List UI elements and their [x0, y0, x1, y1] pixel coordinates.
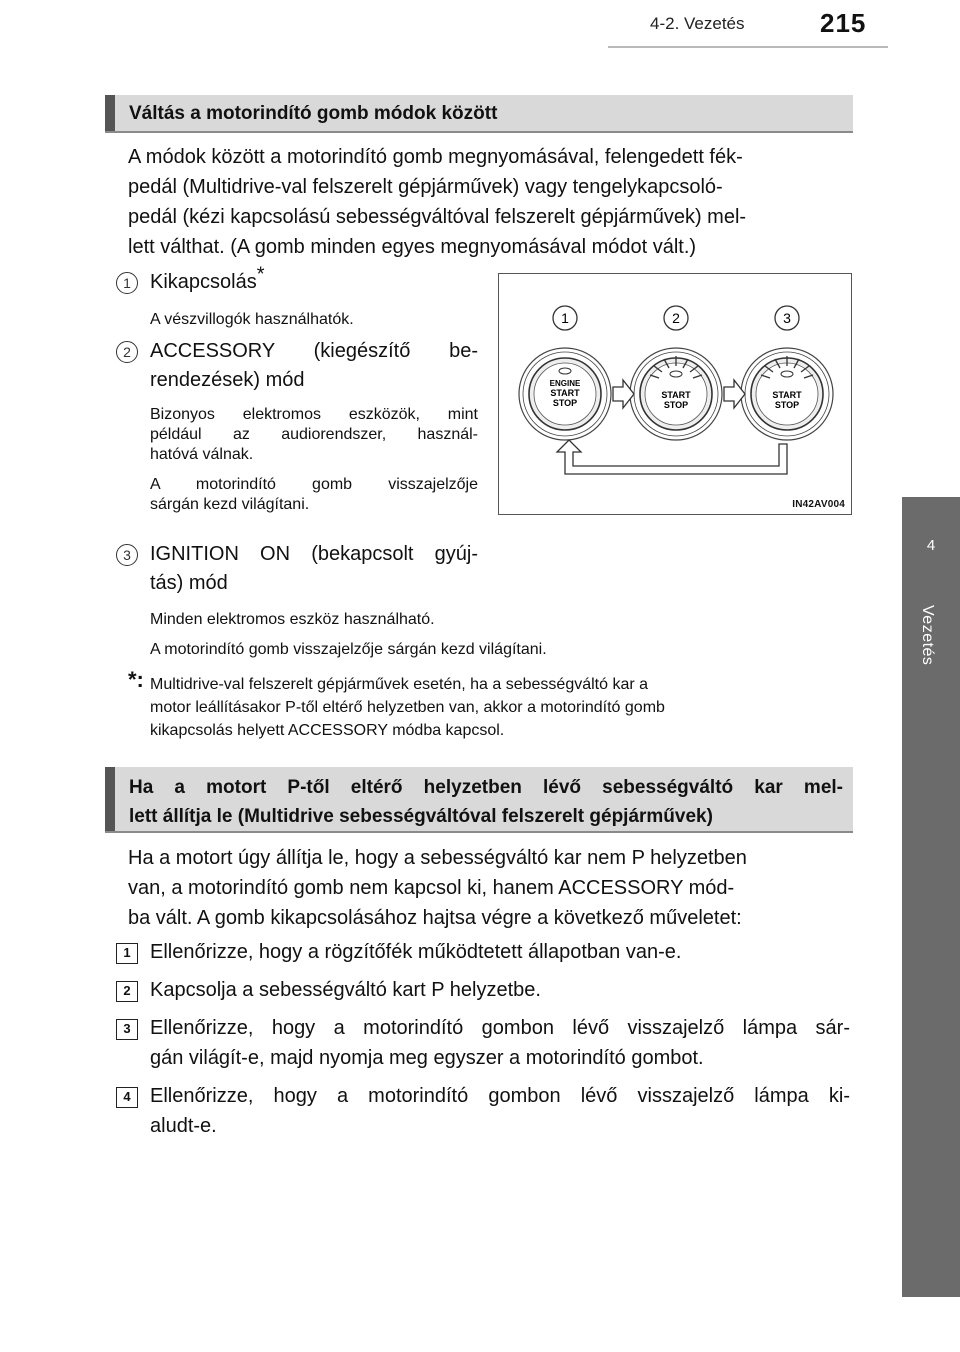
section-heading-non-p-shutdown	[105, 767, 853, 831]
intro-line: van, a motorindító gomb nem kapcsol ki, hanem ACCESSORY mód-	[128, 877, 735, 899]
header-divider	[608, 46, 888, 48]
desc-line: A motorindító gomb visszajelzője	[150, 476, 478, 493]
step-line: gán világít-e, majd nyomja meg egyszer a motorindító gombot.	[150, 1047, 704, 1069]
section-heading-line: lett állítja le (Multidrive sebességváltóval felszerelt gépjárművek)	[129, 806, 713, 827]
chapter-tab-label: Vezetés	[919, 605, 936, 666]
svg-text:START: START	[550, 388, 580, 398]
section-heading-text: Váltás a motorindító gomb módok között	[129, 103, 498, 124]
item-title-off	[150, 263, 265, 297]
step-2-text: Kapcsolja a sebességváltó kart P helyzetbe.	[150, 979, 541, 1001]
svg-text:ENGINE: ENGINE	[549, 379, 581, 388]
item-title-line: ACCESSORY (kiegészítő be-	[150, 340, 478, 362]
chapter-tab	[902, 497, 960, 1297]
section-heading-mode-switching	[105, 95, 853, 131]
diagram-label-2	[664, 306, 688, 330]
footnote-line: Multidrive-val felszerelt gépjárművek esetén, ha a sebességváltó kar a	[150, 676, 649, 693]
desc-line: például az audiorendszer, használ-	[150, 426, 478, 443]
item-title-line: rendezések) mód	[150, 369, 305, 391]
item-title-line: IGNITION ON (bekapcsolt gyúj-	[150, 543, 478, 565]
intro-line: pedál (Multidrive-val felszerelt gépjárművek) vagy tengelykapcsoló-	[128, 176, 723, 198]
step-number-2: 2	[116, 981, 138, 1002]
page-number: 215	[820, 8, 867, 38]
step-1-text: Ellenőrizze, hogy a rögzítőfék működtetett állapotban van-e.	[150, 941, 682, 963]
step-line: Ellenőrizze, hogy a motorindító gombon lévő visszajelző lámpa ki-	[150, 1085, 850, 1107]
svg-text:STOP: STOP	[663, 400, 689, 410]
intro-line: Ha a motort úgy állítja le, hogy a sebességváltó kar nem P helyzetben	[128, 847, 747, 869]
start-button-diagram	[499, 274, 851, 514]
svg-text:START: START	[661, 390, 691, 400]
footnote-line: motor leállításakor P-től eltérő helyzetben van, akkor a motorindító gomb	[150, 699, 665, 716]
section1-intro	[128, 142, 850, 262]
item-title-ignition-on	[150, 540, 478, 598]
diagram-label-1	[553, 306, 577, 330]
figure-code: IN42AV004	[792, 499, 845, 510]
asterisk-mark: *	[256, 263, 265, 286]
footnote-text	[150, 673, 850, 742]
engine-start-stop-button-off	[519, 348, 611, 440]
item-number-3: 3	[116, 544, 138, 566]
engine-start-stop-button-accessory	[630, 348, 722, 440]
svg-text:1: 1	[561, 310, 569, 326]
intro-line: pedál (kézi kapcsolású sebességváltóval felszerelt gépjárművek) mel-	[128, 206, 747, 228]
item-number-2: 2	[116, 341, 138, 363]
item-title-text: Kikapcsolás	[150, 271, 257, 293]
item-desc	[150, 610, 750, 660]
svg-text:STOP: STOP	[774, 400, 800, 410]
svg-text:STOP: STOP	[552, 398, 578, 408]
footnote-mark: *:	[128, 667, 144, 692]
item-title-line: tás) mód	[150, 572, 228, 594]
desc-line: A motorindító gomb visszajelzője sárgán kezd világítani.	[150, 641, 547, 658]
intro-line: A módok között a motorindító gomb megnyomásával, felengedett fék-	[128, 146, 743, 168]
step-line: Ellenőrizze, hogy a motorindító gombon lévő visszajelző lámpa sár-	[150, 1017, 850, 1039]
svg-text:3: 3	[783, 310, 791, 326]
step-4-text	[150, 1081, 850, 1141]
step-3-text	[150, 1013, 850, 1073]
item-number-1: 1	[116, 272, 138, 294]
step-line: aludt-e.	[150, 1115, 217, 1137]
item-desc	[150, 405, 478, 515]
section-heading-underline	[105, 131, 853, 133]
desc-line: hatóvá válnak.	[150, 446, 254, 463]
svg-text:START: START	[772, 390, 802, 400]
step-number-1: 1	[116, 943, 138, 964]
footnote-line: kikapcsolás helyett ACCESSORY módba kapcsol.	[150, 722, 505, 739]
section-heading-line: Ha a motort P-től eltérő helyzetben lévő sebességváltó kar mel-	[129, 777, 843, 798]
desc-line: sárgán kezd világítani.	[150, 496, 310, 513]
intro-line: ba vált. A gomb kikapcsolásához hajtsa végre a következő műveletet:	[128, 907, 742, 929]
desc-line: Minden elektromos eszköz használható.	[150, 611, 435, 628]
arrow-3-to-1-return	[557, 440, 787, 474]
start-button-illustration	[498, 273, 852, 515]
desc-line: Bizonyos elektromos eszközök, mint	[150, 406, 478, 423]
section-heading-underline	[105, 831, 853, 833]
step-number-4: 4	[116, 1087, 138, 1108]
section2-intro	[128, 843, 850, 933]
step-number-3: 3	[116, 1019, 138, 1040]
svg-text:2: 2	[672, 310, 680, 326]
intro-line: lett válthat. (A gomb minden egyes megnyomásával módot vált.)	[128, 236, 697, 258]
running-header-section: 4-2. Vezetés	[650, 14, 745, 33]
item-title-accessory	[150, 337, 478, 395]
chapter-tab-number: 4	[926, 537, 936, 554]
item-desc: A vészvillogók használhatók.	[150, 311, 354, 328]
engine-start-stop-button-ignition-on	[741, 348, 833, 440]
diagram-label-3	[775, 306, 799, 330]
